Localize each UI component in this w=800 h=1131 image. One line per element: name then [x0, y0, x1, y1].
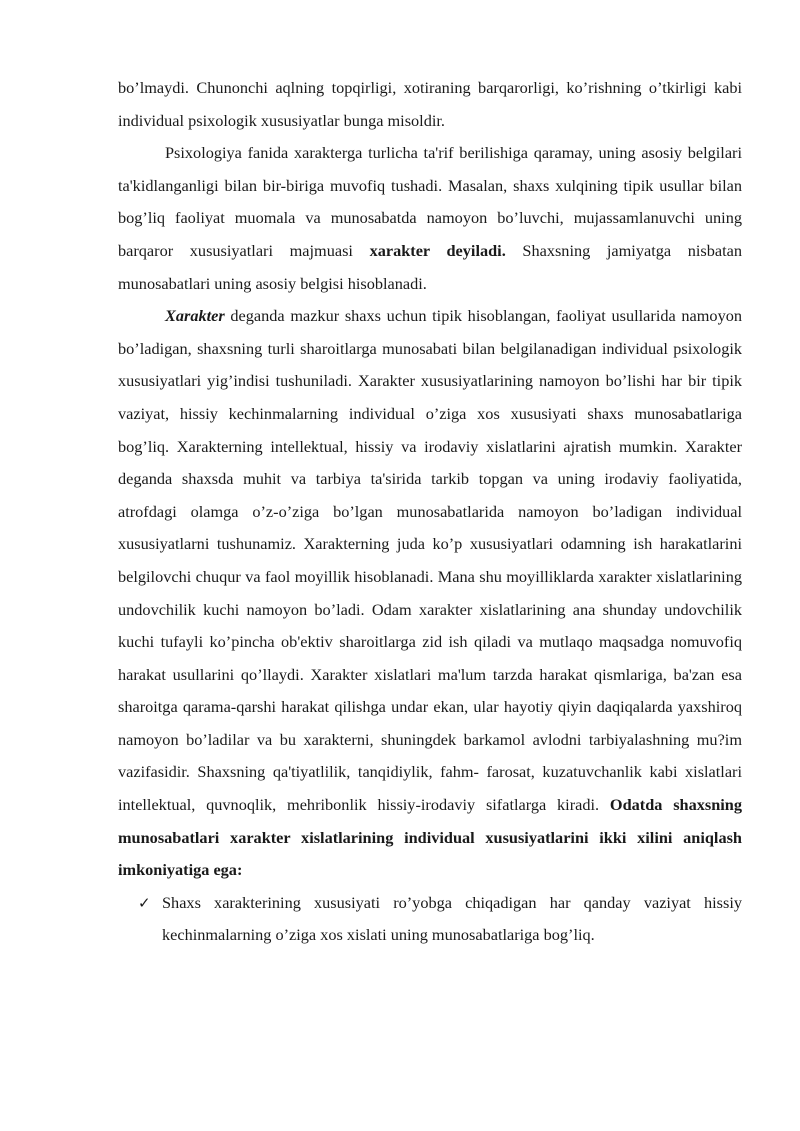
paragraph-3-bold-sentence: Odatda shaxsning munosabatlari xarakter xislatlarining individual xususiyatlarini ikki xilini aniqlash imkoniyatiga ega:: [118, 795, 742, 880]
paragraph-1: bo’lmaydi. Chunonchi aqlning topqirligi, xotiraning barqarorligi, ko’rishning o’tkirligi kabi individual psixologik xususiyatlar bunga misoldir.: [118, 78, 742, 130]
list-item-text: Shaxs xarakterining xususiyati ro’yobga chiqadigan har qanday vaziyat hissiy kechinmalarning o’ziga xos xislati uning munosabatlariga bog’liq.: [162, 892, 742, 945]
paragraph-2-text-a: Psixologiya fanida xarakterga turlicha ta'rif berilishiga qaramay, uning asosiy belgilari ta'kidlanganligi bilan bir-biriga muvofiq tushadi. Masalan, shaxs xulqining tipik usullar bilan bog’liq faoliyat muomala va munosabatda namoyon bo’luvchi, mujassamlanuvchi uning barqaror xususiyatlari majmuasi: [118, 143, 742, 260]
paragraph-3: [118, 300, 742, 887]
paragraph-2-text-b: Shaxsning jamiyatga nisbatan munosabatlari uning asosiy belgisi hisoblanadi.: [118, 240, 742, 293]
paragraph-3-text-a: deganda mazkur shaxs uchun tipik hisoblangan, faoliyat usullarida namoyon bo’ladigan, shaxsning turli sharoitlarga munosabati bilan belgilanadigan individual psixologik xususiyatlari yig’indisi tushuniladi. Xarakter xususiyatlarining namoyon bo’lishi har bir tipik vaziyat, hissiy kechinmalarning individual o’ziga xos xususiyati shaxs munosabatlariga bog’liq. Xarakterning intellektual, hissiy va irodaviy xislatlarini ajratish mumkin. Xarakter deganda shaxsda muhit va tarbiya ta'sirida tarkib topgan va uning irodaviy faoliyatida, atrofdagi olamga o’z-o’ziga bo’lgan munosabatlarida namoyon bo’ladigan individual xususiyatlarni tushunamiz. Xarakterning juda ko’p xususiyatlari odamning ish harakatlarini belgilovchi chuqur va faol moyillik hisoblanadi. Mana shu moyilliklarda xarakter xislatlarining undovchilik kuchi namoyon bo’ladi. Odam xarakter xislatlarining ana shunday undovchilik kuchi tufayli ko’pincha ob'ektiv sharoitlarga zid ish qiladi va mutlaqo maqsadga nomuvofiq harakat usullarini qo’llaydi. Xarakter xislatlari ma'lum tarzda harakat qismlariga, ba'zan esa sharoitga qarama-qarshi harakat qilishga undar ekan, ular hayotiy qiyin daqiqalarda yaxshiroq namoyon bo’ladilar va bu xarakterni, shuningdek barkamol avlodni tarbiyalashning mu?im vazifasidir. Shaxsning qa'tiyatlilik, tanqidiylik, fahm- farosat, kuzatuvchanlik kabi xislatlari intellektual, quvnoqlik, mehribonlik hissiy-irodaviy sifatlarga kiradi.: [118, 306, 742, 815]
paragraph-3-term: Xarakter: [165, 306, 225, 326]
document-page: [118, 72, 742, 952]
check-list: [118, 887, 742, 952]
list-item: [118, 887, 742, 952]
paragraph-2-bold-term: xarakter deyiladi.: [369, 240, 506, 260]
paragraph-2: [118, 137, 742, 300]
check-icon: ✓: [138, 893, 151, 912]
